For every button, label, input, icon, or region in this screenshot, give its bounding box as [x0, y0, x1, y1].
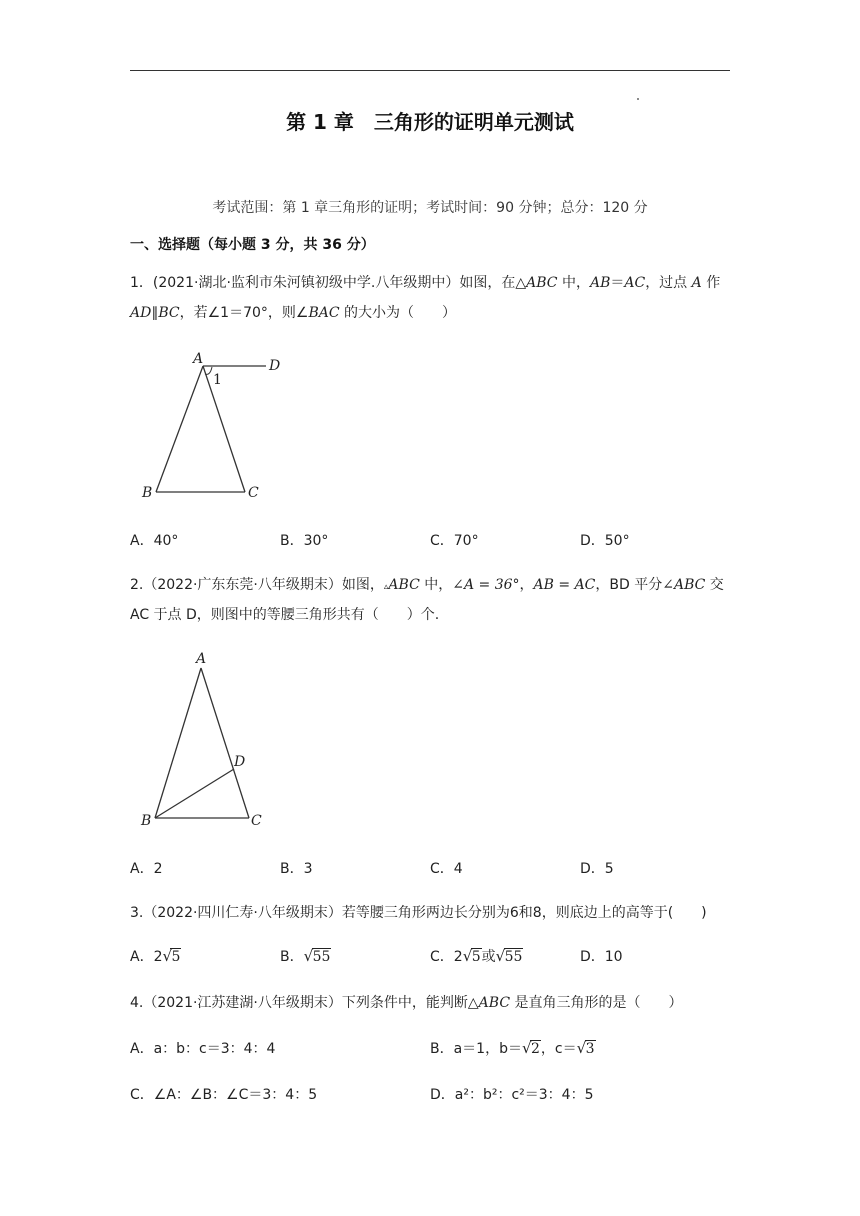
q2-line1: [130, 574, 724, 594]
q1-text: 中，: [557, 275, 590, 291]
q1-ad: AD: [130, 305, 152, 321]
q2-segment-ab: [155, 668, 201, 818]
q1-bc: BC: [158, 305, 180, 321]
q2-option-c[interactable]: C．4: [430, 861, 463, 877]
q3-option-a-sqrt: √ 5: [162, 947, 181, 965]
q4-option-a[interactable]: A．a：b：c＝3：4：4: [130, 1041, 276, 1057]
q3-option-b[interactable]: [280, 946, 331, 966]
q4-option-b-mid: ，c＝: [540, 1041, 577, 1057]
q4-option-c[interactable]: C．∠A：∠B：∠C＝3：4：5: [130, 1087, 318, 1103]
page-title: 第 1 章 三角形的证明单元测试: [286, 110, 574, 134]
q2-option-b[interactable]: B．3: [280, 861, 313, 877]
q4-option-b-radicand2: 3: [585, 1041, 595, 1057]
q4-text-post: 是直角三角形的是（ ）: [510, 995, 683, 1011]
q1-bac: BAC: [308, 305, 340, 321]
q4-option-b-radicand1: 2: [530, 1041, 540, 1057]
q1-label-b: B: [142, 485, 153, 501]
q2-abc: ABC: [388, 577, 420, 593]
q1-label-c: C: [248, 485, 259, 501]
q4-option-b-label: B．a＝1，b＝: [430, 1041, 522, 1057]
q3-option-d[interactable]: D．10: [580, 949, 623, 965]
stray-dot: [637, 98, 639, 100]
q1-figure: [135, 345, 295, 505]
q4-abc: ABC: [478, 995, 511, 1011]
q3-option-c-label: C．2: [430, 949, 463, 965]
q1-ab: AB: [589, 275, 611, 291]
q1-label-1: 1: [213, 372, 222, 388]
q3-option-b-label: B．: [280, 949, 304, 965]
q1-segment-ac: [203, 366, 245, 492]
q3-option-c-sqrt2: √ 55: [495, 947, 523, 965]
q2-angle-a: ∠A = 36°: [452, 577, 520, 593]
q2-text: ，BD 平分: [595, 577, 663, 593]
q2-segment-bd: [155, 769, 234, 818]
q1-label-d: D: [269, 358, 281, 374]
q1-text: 1．(2021·湖北·监利市朱河镇初级中学.八年级期中）如图，在△: [130, 275, 527, 291]
q2-figure: [135, 645, 275, 835]
header-rule: [130, 70, 730, 71]
q3-option-c-or: 或: [481, 949, 496, 965]
q1-line2: [130, 302, 456, 322]
q1-option-c[interactable]: C．70°: [430, 533, 479, 549]
q1-text: 的大小为（ ）: [339, 305, 457, 321]
q1-parallel: ∥: [151, 305, 159, 321]
section-heading: 一、选择题（每小题 3 分，共 36 分）: [130, 237, 375, 253]
q2-option-a[interactable]: A．2: [130, 861, 163, 877]
q1-segment-ab: [156, 366, 203, 492]
q2-option-d[interactable]: D．5: [580, 861, 614, 877]
q3-option-c-radicand2: 55: [504, 949, 523, 965]
q1-ac: AC: [624, 275, 646, 291]
q4-option-d[interactable]: D．a²：b²：c²＝3：4：5: [430, 1087, 594, 1103]
q4-option-b-sqrt1: √ 2: [521, 1039, 540, 1057]
q2-text: 中，: [419, 577, 453, 593]
q2-label-b: B: [141, 813, 152, 829]
q4-text: [130, 992, 682, 1012]
q2-label-d: D: [234, 754, 246, 770]
q2-text: 交: [705, 577, 724, 593]
q3-option-a[interactable]: [130, 946, 181, 966]
q1-text: ，过点: [645, 275, 692, 291]
q1-a: A: [691, 275, 702, 291]
q1-option-b[interactable]: B．30°: [280, 533, 329, 549]
q2-text: ，: [519, 577, 534, 593]
q4-option-b-sqrt2: √ 3: [576, 1039, 595, 1057]
q1-option-d[interactable]: D．50°: [580, 533, 630, 549]
q4-option-b[interactable]: [430, 1038, 596, 1058]
q2-triangle-symbol: ▵: [383, 582, 389, 592]
q3-option-a-label: A．2: [130, 949, 163, 965]
q3-option-c[interactable]: [430, 946, 523, 966]
q2-line2: AC 于点 D，则图中的等腰三角形共有（ ）个.: [130, 607, 440, 623]
q3-option-b-radicand: 55: [312, 949, 331, 965]
q1-text: ，若∠1＝70°，则∠: [179, 305, 309, 321]
exam-scope: 考试范围：第 1 章三角形的证明；考试时间：90 分钟；总分：120 分: [212, 200, 648, 216]
q1-label-a: A: [193, 351, 204, 367]
q3-option-c-radicand1: 5: [471, 949, 481, 965]
q3-option-a-radicand: 5: [171, 949, 181, 965]
q1-abc: ABC: [526, 275, 558, 291]
q2-segment-ac: [201, 668, 249, 818]
q1-line1: [130, 272, 720, 292]
q4-text-pre: 4.（2021·江苏建湖·八年级期末）下列条件中，能判断△: [130, 995, 479, 1011]
q2-angle-abc: ∠ABC: [662, 577, 706, 593]
q3-text: 3.（2022·四川仁寿·八年级期末）若等腰三角形两边长分别为6和8，则底边上的高等于( ): [130, 905, 707, 921]
q1-option-a[interactable]: A．40°: [130, 533, 179, 549]
q2-equality: AB = AC: [533, 577, 596, 593]
q1-text: 作: [701, 275, 721, 291]
q2-text: 2.（2022·广东东莞·八年级期末）如图，: [130, 577, 384, 593]
q3-option-b-sqrt: √ 55: [303, 947, 331, 965]
q3-option-c-sqrt1: √ 5: [462, 947, 481, 965]
q2-label-a: A: [196, 651, 207, 667]
q1-eq: ＝: [610, 275, 625, 291]
q2-label-c: C: [251, 813, 262, 829]
